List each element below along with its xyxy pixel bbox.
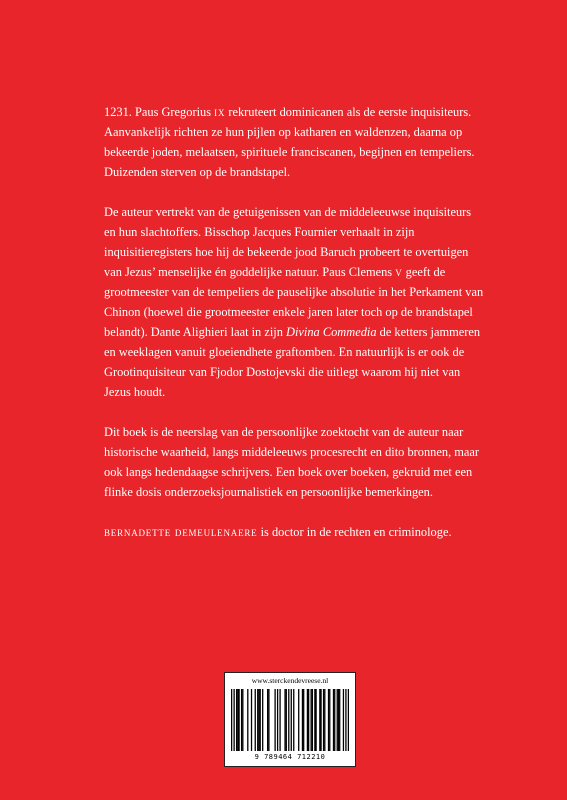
barcode-bar [236,689,237,751]
barcode-bar [284,689,285,751]
barcode-bar [237,689,238,751]
text-run: v [395,265,403,279]
barcode-bar [307,689,308,751]
text-run: De auteur vertrekt van de getuigenissen van de middeleeuwse inquisiteurs en hun slachtoffers. Bisschop Jacques Fournier verhaalt in zijn inquisitieregisters hoe hij de bekeerde jood Baruch probeert te overtuigen van Jezus’ menselijke én goddelijke natuur. Paus Clemens [104,205,472,279]
barcode-bar [251,689,252,751]
text-run: ix [214,105,226,119]
barcode-bar [293,689,294,751]
barcode-bar [286,689,287,751]
barcode-bar [314,689,315,751]
barcode-bar [233,689,234,751]
barcode-bar [310,689,311,751]
barcode-bar [274,689,275,751]
barcode-bar [258,689,259,751]
barcode-bar [277,689,278,751]
barcode-bar [242,689,243,751]
barcode-bar [257,689,258,751]
barcode-bar [298,689,299,751]
barcode-bar [320,689,321,751]
barcode-bar [268,689,269,751]
isbn-digits: 9 789464 712210 [254,753,326,761]
barcode-bar [328,689,329,751]
barcode-bar [247,689,248,751]
back-cover-text [104,102,484,562]
barcode-bar [308,689,309,751]
barcode-label [224,672,356,767]
barcode-bar [291,689,292,751]
barcode-bar [348,689,349,751]
barcode-bar [255,689,256,751]
text-run: is doctor in de rechten en criminologe. [257,525,452,539]
barcode-bar [288,689,289,751]
barcode-bar [312,689,313,751]
paragraph-4 [104,522,484,542]
barcode-icon [231,689,349,751]
text-run: bernadette demeulenaere [104,525,258,539]
barcode-bar [337,689,338,751]
barcode-bar [231,689,232,751]
text-run: geeft de grootmeester van de tempeliers de pauselijke absolutie in het Perkament van Chinon (hoewel die grootmeester enkele jaren later toch op de brandstapel belandt). Dante Alighieri laat in zijn [104,265,484,339]
barcode-bar [329,689,330,751]
text-run: de ketters jammeren en weeklagen vanuit gloeiendhete graftomben. En natuurlijk is er ook de Grootinquisiteur van Fjodor Dostojevski die uitlegt waarom hij niet van Jezus houdt. [104,325,481,399]
paragraph-2 [104,202,484,402]
barcode-bar [262,689,263,751]
barcode-bar [267,689,268,751]
barcode-bar [279,689,280,751]
text-run: 1231. Paus Gregorius [104,105,215,119]
barcode-bar [238,689,239,751]
paragraph-3 [104,422,484,502]
barcode-bar [338,689,339,751]
publisher-url: www.sterckendevreese.nl [251,676,329,685]
barcode-bar [319,689,320,751]
barcode-bar [260,689,261,751]
barcode-bar [323,689,324,751]
barcode-bar [324,689,325,751]
barcode-bar [302,689,303,751]
text-run: Dit boek is de neerslag van de persoonlijke zoektocht van de auteur naar historische waarheid, langs middeleeuws procesrecht en dito bronnen, maar ook langs hedendaagse schrijvers. Een boek over boeken, gekruid met een flinke dosis onderzoeksjournalistiek en persoonlijke bemerkingen. [104,425,480,499]
barcode-bar [333,689,334,751]
barcode-bar [339,689,340,751]
paragraph-1 [104,102,484,182]
barcode-bar [241,689,242,751]
text-run: Divina Commedia [286,325,377,339]
barcode-bar [315,689,316,751]
text-run: rekruteert dominicanen als de eerste inquisiteurs. Aanvankelijk richten ze hun pijlen op katharen en waldenzen, daarna op bekeerde joden, melaatsen, spirituele franciscanen, begijnen en tempeliers. Duizenden sterven op de brandstapel. [104,105,475,179]
barcode-bar [303,689,304,751]
barcode-bar [343,689,344,751]
barcode-bar [345,689,346,751]
barcode-bar [334,689,335,751]
